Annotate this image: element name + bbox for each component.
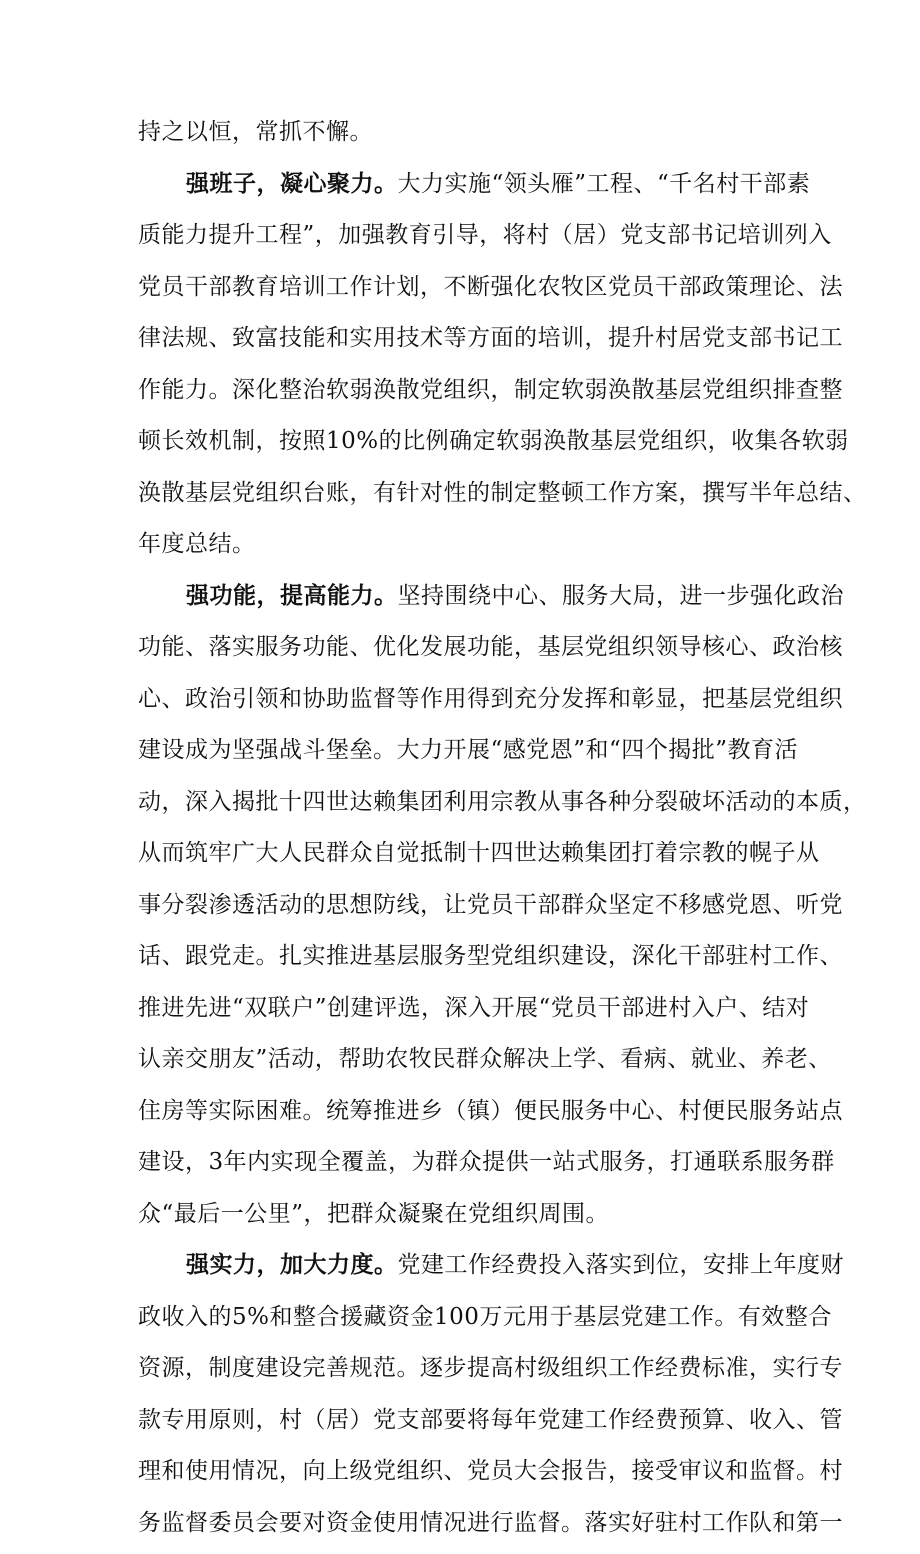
text-line: [138, 1451, 788, 1503]
text-line: [138, 473, 788, 525]
paragraph-first-line: [138, 1245, 788, 1297]
line-text: 顿长效机制，按照10%的比例确定软弱涣散基层党组织，收集各软弱: [138, 428, 849, 454]
text-line: [138, 1142, 788, 1194]
line-text: 建设，3年内实现全覆盖，为群众提供一站式服务，打通联系服务群: [138, 1149, 835, 1175]
text-line: [138, 679, 788, 731]
text-line: [138, 215, 788, 267]
line-text: 作能力。深化整治软弱涣散党组织，制定软弱涣散基层党组织排查整: [138, 377, 843, 403]
text-line: [138, 936, 788, 988]
line-text: 党建工作经费投入落实到位，安排上年度财: [398, 1252, 845, 1278]
text-line: [138, 112, 788, 164]
text-line: [138, 421, 788, 473]
line-text: 心、政治引领和协助监督等作用得到充分发挥和彰显，把基层党组织: [138, 686, 843, 712]
text-line: [138, 730, 788, 782]
line-text: 功能、落实服务功能、优化发展功能，基层党组织领导核心、政治核: [138, 634, 843, 660]
text-line: [138, 782, 788, 834]
line-text: 众“最后一公里”，把群众凝聚在党组织周围。: [138, 1201, 609, 1227]
line-text: 动，深入揭批十四世达赖集团利用宗教从事各种分裂破坏活动的本质，: [138, 789, 867, 815]
paragraph-lead-heading: 强实力，加大力度。: [186, 1251, 398, 1278]
line-text: 持之以恒，常抓不懈。: [138, 119, 373, 145]
line-text: 务监督委员会要对资金使用情况进行监督。落实好驻村工作队和第一: [138, 1510, 843, 1536]
line-text: 住房等实际困难。统筹推进乡（镇）便民服务中心、村便民服务站点: [138, 1098, 843, 1124]
text-line: [138, 627, 788, 679]
text-line: [138, 267, 788, 319]
line-text: 涣散基层党组织台账，有针对性的制定整顿工作方案，撰写半年总结、: [138, 480, 867, 506]
text-line: [138, 318, 788, 370]
paragraph-lead-heading: 强功能，提高能力。: [186, 582, 398, 609]
text-line: [138, 1503, 788, 1554]
paragraph-lead-heading: 强班子，凝心聚力。: [186, 170, 398, 197]
line-text: 坚持围绕中心、服务大局，进一步强化政治: [398, 583, 845, 609]
text-line: [138, 524, 788, 576]
text-line: [138, 1348, 788, 1400]
line-text: 款专用原则，村（居）党支部要将每年党建工作经费预算、收入、管: [138, 1407, 843, 1433]
line-text: 事分裂渗透活动的思想防线，让党员干部群众坚定不移感党恩、听党: [138, 892, 843, 918]
line-text: 建设成为坚强战斗堡垒。大力开展“感党恩”和“四个揭批”教育活: [138, 737, 798, 763]
line-text: 政收入的5%和整合援藏资金100万元用于基层党建工作。有效整合: [138, 1304, 832, 1330]
line-text: 律法规、致富技能和实用技术等方面的培训，提升村居党支部书记工: [138, 325, 843, 351]
text-line: [138, 833, 788, 885]
text-line: [138, 885, 788, 937]
text-line: [138, 370, 788, 422]
text-line: [138, 1297, 788, 1349]
line-text: 从而筑牢广大人民群众自觉抵制十四世达赖集团打着宗教的幌子从: [138, 840, 820, 866]
text-line: [138, 1091, 788, 1143]
line-text: 大力实施“领头雁”工程、“千名村干部素: [398, 171, 811, 197]
text-line: [138, 1194, 788, 1246]
line-text: 资源，制度建设完善规范。逐步提高村级组织工作经费标准，实行专: [138, 1355, 843, 1381]
line-text: 认亲交朋友”活动，帮助农牧民群众解决上学、看病、就业、养老、: [138, 1046, 832, 1072]
line-text: 年度总结。: [138, 531, 256, 557]
text-line: [138, 1400, 788, 1452]
line-text: 理和使用情况，向上级党组织、党员大会报告，接受审议和监督。村: [138, 1458, 843, 1484]
line-text: 话、跟党走。扎实推进基层服务型党组织建设，深化干部驻村工作、: [138, 943, 843, 969]
text-line: [138, 988, 788, 1040]
paragraph-first-line: [138, 164, 788, 216]
line-text: 推进先进“双联户”创建评选，深入开展“党员干部进村入户、结对: [138, 995, 809, 1021]
line-text: 质能力提升工程”，加强教育引导，将村（居）党支部书记培训列入: [138, 222, 832, 248]
line-text: 党员干部教育培训工作计划，不断强化农牧区党员干部政策理论、法: [138, 274, 843, 300]
paragraph-first-line: [138, 576, 788, 628]
text-line: [138, 1039, 788, 1091]
body-text: [138, 112, 788, 1554]
